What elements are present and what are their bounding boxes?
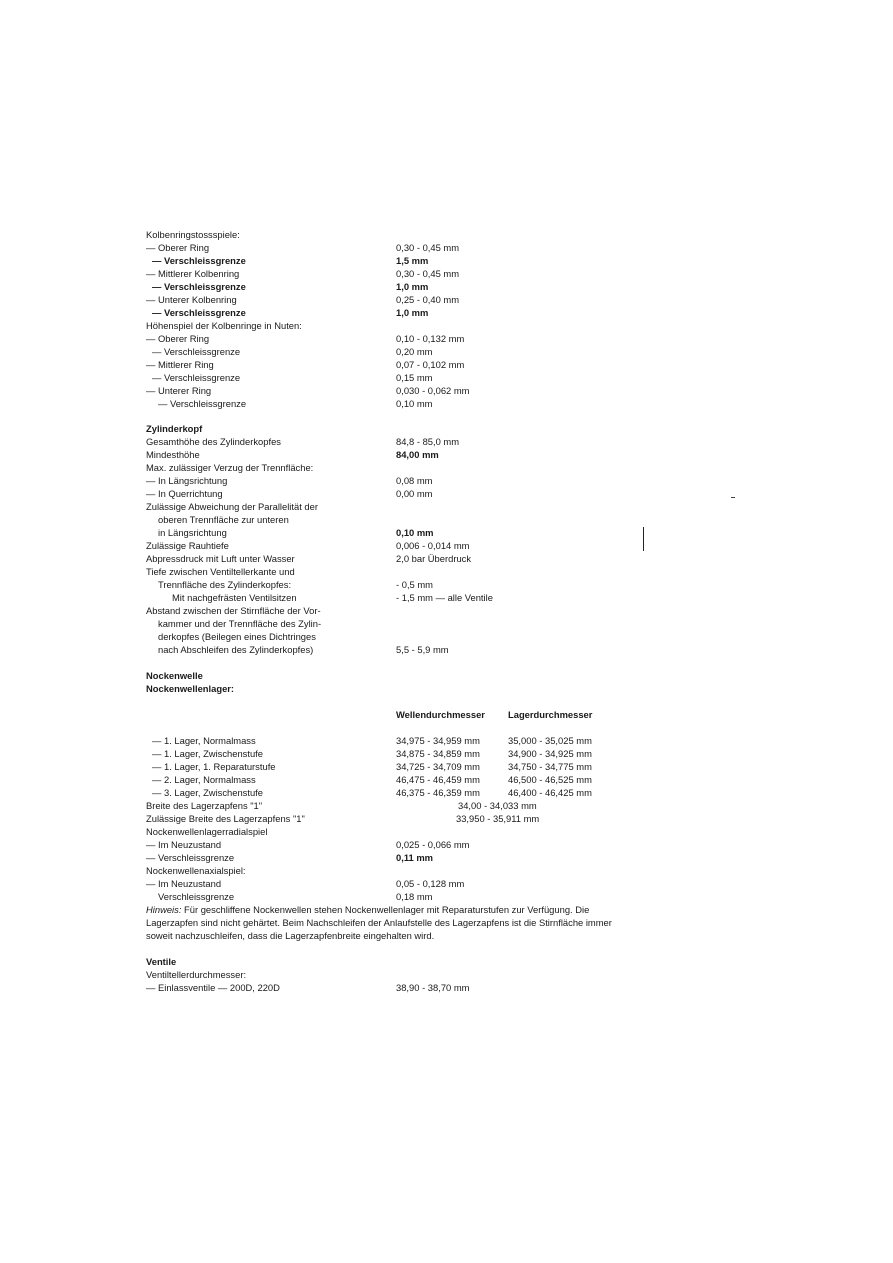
spec-row bbox=[146, 643, 666, 656]
bearing-label: — 1. Lager, 1. Reparaturstufe bbox=[152, 761, 276, 772]
spec-row bbox=[146, 591, 666, 604]
column-header-wellendurchmesser: Wellendurchmesser bbox=[396, 709, 485, 720]
spec-row bbox=[146, 864, 666, 877]
spec-row bbox=[146, 384, 666, 397]
spec-value: 33,950 - 35,911 mm bbox=[456, 813, 540, 824]
spec-label: in Längsrichtung bbox=[158, 527, 227, 538]
spec-label: Zulässige Rauhtiefe bbox=[146, 540, 229, 551]
spec-row bbox=[146, 838, 666, 851]
spec-value: 0,10 mm bbox=[396, 398, 433, 409]
spec-row bbox=[146, 851, 666, 864]
spec-label: derkopfes (Beilegen eines Dichtringes bbox=[158, 631, 316, 642]
spec-value: 0,00 mm bbox=[396, 488, 433, 499]
section-subtitle-nockenwellenlager: Nockenwellenlager: bbox=[146, 683, 235, 694]
spec-row bbox=[146, 968, 666, 981]
spec-row bbox=[146, 617, 666, 630]
spec-label: — Im Neuzustand bbox=[146, 839, 222, 850]
spec-label: Zulässige Abweichung der Parallelität der bbox=[146, 501, 318, 512]
spec-row bbox=[146, 293, 666, 306]
spec-label: kammer und der Trennfläche des Zylin- bbox=[158, 618, 322, 629]
spec-label: Mindesthöhe bbox=[146, 449, 200, 460]
spec-value: 0,30 - 0,45 mm bbox=[396, 242, 460, 253]
spec-label: — Mittlerer Kolbenring bbox=[146, 268, 240, 279]
section-title-text: Kolbenringstossspiele: bbox=[146, 229, 240, 240]
spec-row bbox=[146, 397, 666, 410]
spec-label: Nockenwellenaxialspiel: bbox=[146, 865, 246, 876]
spec-value: - 0,5 mm bbox=[396, 579, 433, 590]
bearing-label: — 1. Lager, Normalmass bbox=[152, 735, 256, 746]
spec-value: 0,07 - 0,102 mm bbox=[396, 359, 465, 370]
spec-row bbox=[146, 565, 666, 578]
spec-value: 0,25 - 0,40 mm bbox=[396, 294, 460, 305]
spec-value: 0,18 mm bbox=[396, 891, 433, 902]
spec-label: — Unterer Kolbenring bbox=[146, 294, 237, 305]
spec-value: 0,30 - 0,45 mm bbox=[396, 268, 460, 279]
hinweis-label: Hinweis: bbox=[146, 904, 182, 915]
spec-label: — Verschleissgrenze bbox=[152, 307, 246, 318]
spec-row bbox=[146, 241, 666, 254]
spec-label: oberen Trennfläche zur unteren bbox=[158, 514, 289, 525]
spec-value: 1,5 mm bbox=[396, 255, 429, 266]
spec-value: 0,10 - 0,132 mm bbox=[396, 333, 465, 344]
spec-row bbox=[146, 319, 666, 332]
bearing-diameter: 34,900 - 34,925 mm bbox=[508, 748, 592, 759]
change-bar bbox=[643, 527, 644, 551]
spec-value: 0,11 mm bbox=[396, 852, 434, 863]
section-kolbenringe bbox=[146, 228, 666, 410]
spec-row bbox=[146, 890, 666, 903]
spec-row bbox=[146, 981, 666, 994]
spec-value: 0,025 - 0,066 mm bbox=[396, 839, 470, 850]
spec-row bbox=[146, 877, 666, 890]
spec-label: Nockenwellenlagerradialspiel bbox=[146, 826, 268, 837]
spec-label: Max. zulässiger Verzug der Trennfläche: bbox=[146, 462, 314, 473]
spec-value: 0,10 mm bbox=[396, 527, 434, 538]
shaft-diameter: 34,975 - 34,959 mm bbox=[396, 735, 480, 746]
section-title-nockenwelle: Nockenwelle bbox=[146, 670, 203, 681]
spec-value: - 1,5 mm — alle Ventile bbox=[396, 592, 493, 603]
spec-label: Trennfläche des Zylinderkopfes: bbox=[158, 579, 292, 590]
spec-row bbox=[146, 578, 666, 591]
spec-label: — Verschleissgrenze bbox=[152, 346, 241, 357]
shaft-diameter: 46,475 - 46,459 mm bbox=[396, 774, 480, 785]
spec-value: 34,00 - 34,033 mm bbox=[458, 800, 537, 811]
spec-label: — Im Neuzustand bbox=[146, 878, 222, 889]
spec-row bbox=[146, 254, 666, 267]
section-title-kolbenringe bbox=[146, 228, 666, 241]
table-row bbox=[146, 760, 666, 773]
section-title-ventile: Ventile bbox=[146, 956, 177, 967]
spec-row bbox=[146, 461, 666, 474]
shaft-diameter: 34,725 - 34,709 mm bbox=[396, 761, 480, 772]
spec-label: Verschleissgrenze bbox=[158, 891, 235, 902]
spec-value: 84,8 - 85,0 mm bbox=[396, 436, 460, 447]
bearing-diameter: 46,400 - 46,425 mm bbox=[508, 787, 592, 798]
spec-row bbox=[146, 306, 666, 319]
section-zylinderkopf bbox=[146, 422, 666, 656]
margin-mark bbox=[731, 497, 735, 498]
spec-row bbox=[146, 552, 666, 565]
spec-value: 0,030 - 0,062 mm bbox=[396, 385, 470, 396]
bearing-label: — 2. Lager, Normalmass bbox=[152, 774, 256, 785]
spec-label: — Verschleissgrenze bbox=[152, 255, 246, 266]
spec-row bbox=[146, 799, 666, 812]
table-row bbox=[146, 747, 666, 760]
spec-value: 38,90 - 38,70 mm bbox=[396, 982, 470, 993]
spec-label: nach Abschleifen des Zylinderkopfes) bbox=[158, 644, 314, 655]
spec-row bbox=[146, 332, 666, 345]
spec-label: — Verschleissgrenze bbox=[158, 398, 247, 409]
bearing-diameter: 46,500 - 46,525 mm bbox=[508, 774, 592, 785]
spec-row bbox=[146, 539, 666, 552]
table-row bbox=[146, 734, 666, 747]
spec-label: — Mittlerer Ring bbox=[146, 359, 214, 370]
bearing-label: — 1. Lager, Zwischenstufe bbox=[152, 748, 263, 759]
bearing-label: — 3. Lager, Zwischenstufe bbox=[152, 787, 263, 798]
bearing-diameter: 35,000 - 35,025 mm bbox=[508, 735, 592, 746]
spec-row bbox=[146, 500, 666, 513]
spec-value: 0,08 mm bbox=[396, 475, 433, 486]
spec-label: Abpressdruck mit Luft unter Wasser bbox=[146, 553, 295, 564]
spec-row bbox=[146, 812, 666, 825]
spec-label: Mit nachgefrästen Ventilsitzen bbox=[172, 592, 297, 603]
spec-label: Gesamthöhe des Zylinderkopfes bbox=[146, 436, 281, 447]
table-row bbox=[146, 773, 666, 786]
spec-row bbox=[146, 825, 666, 838]
spec-label: — Oberer Ring bbox=[146, 333, 210, 344]
spec-label: Tiefe zwischen Ventiltellerkante und bbox=[146, 566, 295, 577]
spec-value: 1,0 mm bbox=[396, 281, 429, 292]
bearing-diameter: 34,750 - 34,775 mm bbox=[508, 761, 592, 772]
spec-value: 0,15 mm bbox=[396, 372, 433, 383]
spec-label: — Verschleissgrenze bbox=[152, 281, 246, 292]
spec-label: Abstand zwischen der Stirnfläche der Vor- bbox=[146, 605, 321, 616]
shaft-diameter: 34,875 - 34,859 mm bbox=[396, 748, 480, 759]
spec-value: 5,5 - 5,9 mm bbox=[396, 644, 449, 655]
spec-row bbox=[146, 280, 666, 293]
spec-row bbox=[146, 345, 666, 358]
hinweis-text: Für geschliffene Nockenwellen stehen Nockenwellenlager mit Reparaturstufen zur Verfügung. Die Lagerzapfen sind nicht gehärtet. Beim Nachschleifen der Anlaufstelle des Lagerzapfens ist die Stirnfläche immer soweit nachzuschleifen, dass die Lagerzapfenbreite eingehalten wird. bbox=[146, 904, 612, 941]
spec-row bbox=[146, 526, 666, 539]
spec-label: Zulässige Breite des Lagerzapfens "1" bbox=[146, 813, 305, 824]
section-ventile bbox=[146, 955, 666, 994]
spec-value: 1,0 mm bbox=[396, 307, 429, 318]
spec-row bbox=[146, 448, 666, 461]
spec-value: 0,20 mm bbox=[396, 346, 433, 357]
spec-label: — Oberer Ring bbox=[146, 242, 210, 253]
spec-value: 2,0 bar Überdruck bbox=[396, 553, 472, 564]
spec-label: Ventiltellerdurchmesser: bbox=[146, 969, 247, 980]
spec-row bbox=[146, 371, 666, 384]
spec-row bbox=[146, 604, 666, 617]
table-header bbox=[146, 708, 666, 721]
spec-row bbox=[146, 435, 666, 448]
spec-label: Höhenspiel der Kolbenringe in Nuten: bbox=[146, 320, 302, 331]
spec-row bbox=[146, 267, 666, 280]
column-header-lagerdurchmesser: Lagerdurchmesser bbox=[508, 709, 593, 720]
shaft-diameter: 46,375 - 46,359 mm bbox=[396, 787, 480, 798]
table-row bbox=[146, 786, 666, 799]
spec-row bbox=[146, 630, 666, 643]
spec-row bbox=[146, 474, 666, 487]
spec-label: — In Längsrichtung bbox=[146, 475, 228, 486]
spec-label: Breite des Lagerzapfens "1" bbox=[146, 800, 263, 811]
section-nockenwelle bbox=[146, 669, 666, 903]
spec-label: — Einlassventile — 200D, 220D bbox=[146, 982, 280, 993]
hinweis-note bbox=[146, 903, 626, 942]
spec-value: 84,00 mm bbox=[396, 449, 439, 460]
spec-row bbox=[146, 358, 666, 371]
spec-row bbox=[146, 487, 666, 500]
section-title-zylinderkopf: Zylinderkopf bbox=[146, 423, 203, 434]
spec-label: — Verschleissgrenze bbox=[146, 852, 235, 863]
spec-label: — In Querrichtung bbox=[146, 488, 223, 499]
spec-label: — Verschleissgrenze bbox=[152, 372, 241, 383]
spec-row bbox=[146, 513, 666, 526]
spec-label: — Unterer Ring bbox=[146, 385, 212, 396]
spec-value: 0,006 - 0,014 mm bbox=[396, 540, 470, 551]
spec-value: 0,05 - 0,128 mm bbox=[396, 878, 465, 889]
